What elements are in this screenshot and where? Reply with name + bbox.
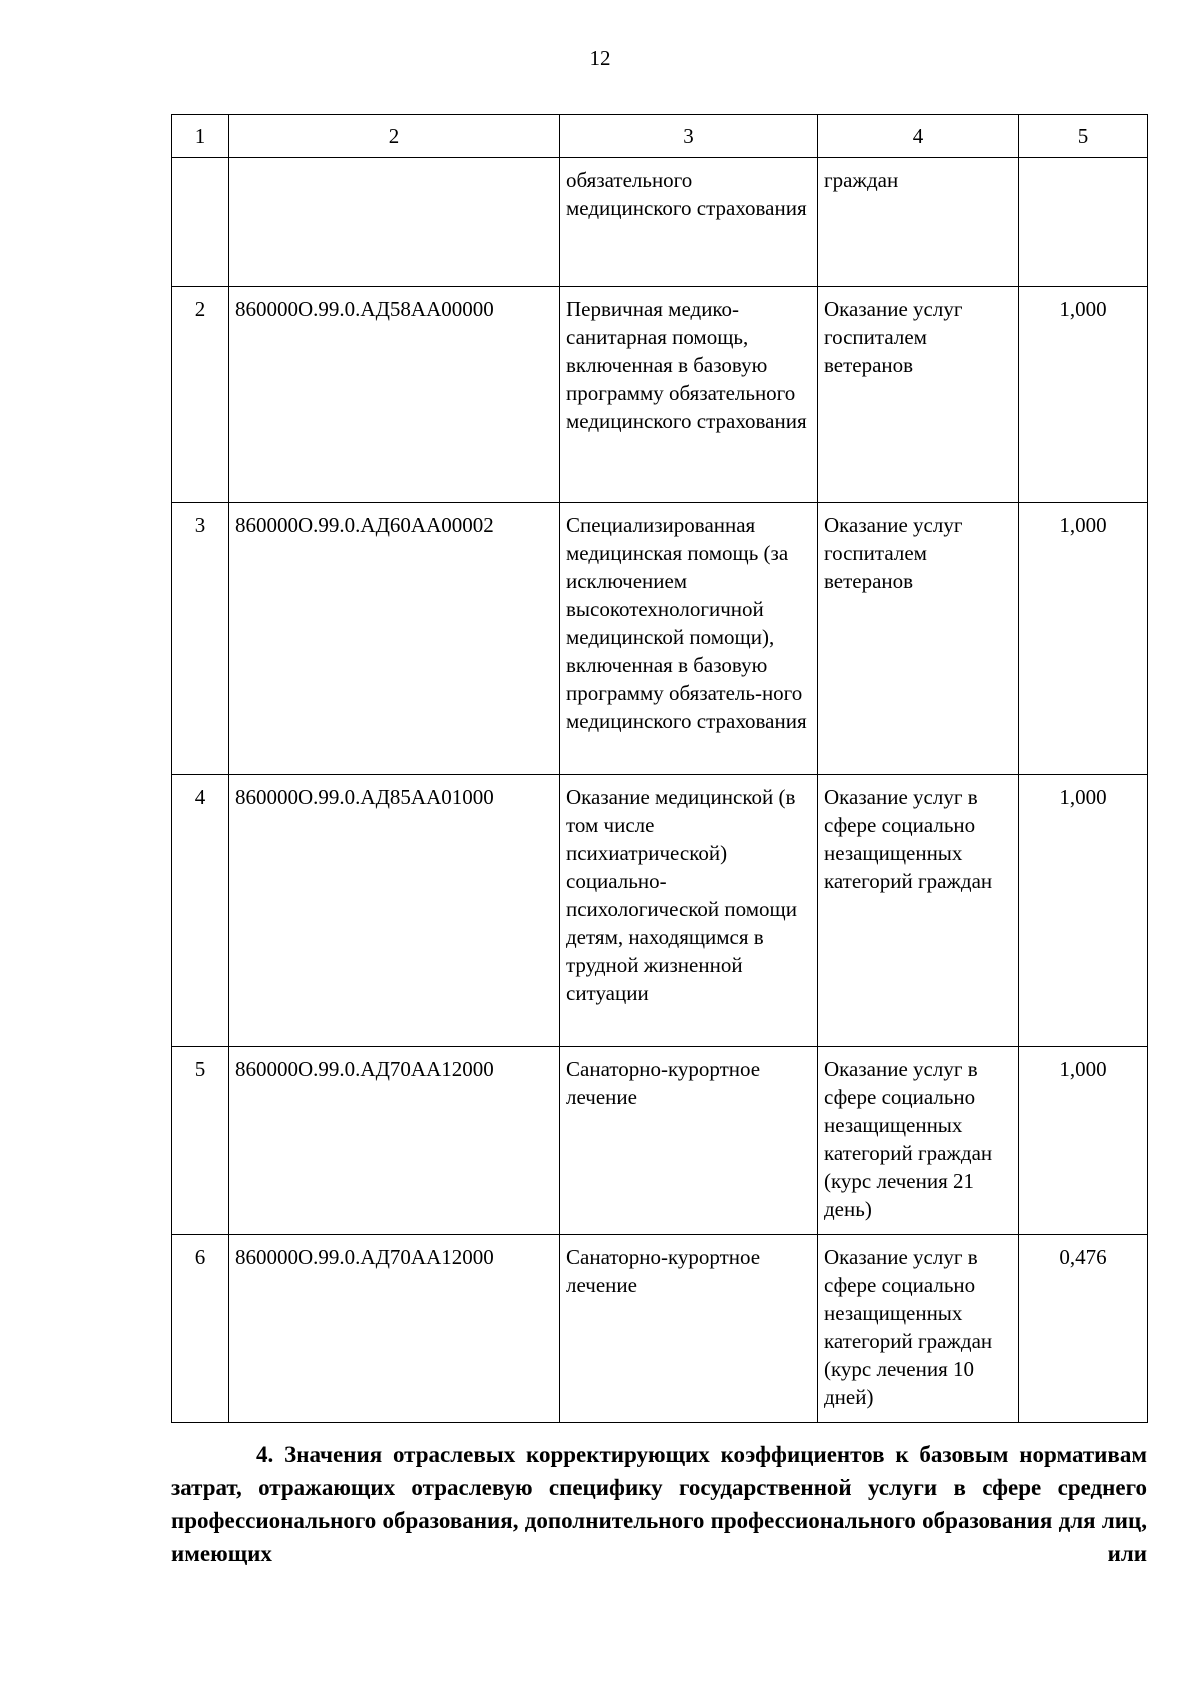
coefficient-value: 1,000 [1019,775,1148,1047]
section-4-heading: 4. Значения отраслевых корректирующих коэффициентов к базовым нормативам затрат, отражающих отраслевую специфику государственной услуги в сфере среднего профессионального образования, дополнительного профессионального образования для лиц, имеющих или [171,1442,1147,1566]
coefficient-value [1019,158,1148,287]
service-code [229,158,560,287]
table-row [172,775,1148,1047]
row-number: 2 [172,287,229,503]
table-row [172,158,1148,287]
service-code: 860000О.99.0.АД85АА01000 [229,775,560,1047]
service-name: Оказание медицинской (в том числе психиатрической) социально-психологической помощи детям, находящимся в трудной жизненной ситуации [560,775,818,1047]
column-header: 3 [560,115,818,158]
service-category: Оказание услуг в сфере социально незащищенных категорий граждан [818,775,1019,1047]
service-name: Специализированная медицинская помощь (за исключением высокотехнологичной медицинской помощи), включенная в базовую программу обязатель-ного медицинского страхования [560,503,818,775]
row-number: 4 [172,775,229,1047]
table-row [172,503,1148,775]
column-header: 4 [818,115,1019,158]
table-row [172,287,1148,503]
column-header: 2 [229,115,560,158]
column-header: 5 [1019,115,1148,158]
service-name: Первичная медико-санитарная помощь, включенная в базовую программу обязательного медицинского страхования [560,287,818,503]
coefficient-value: 1,000 [1019,1047,1148,1235]
service-code: 860000О.99.0.АД58АА00000 [229,287,560,503]
row-number: 3 [172,503,229,775]
service-name: обязательного медицинского страхования [560,158,818,287]
coefficient-value: 0,476 [1019,1235,1148,1423]
row-number: 5 [172,1047,229,1235]
service-code: 860000О.99.0.АД70АА12000 [229,1235,560,1423]
service-category: Оказание услуг госпиталем ветеранов [818,287,1019,503]
table-row [172,1047,1148,1235]
column-header: 1 [172,115,229,158]
service-code: 860000О.99.0.АД70АА12000 [229,1047,560,1235]
coefficient-value: 1,000 [1019,287,1148,503]
service-category: Оказание услуг в сфере социально незащищенных категорий граждан (курс лечения 21 день) [818,1047,1019,1235]
table-row [172,1235,1148,1423]
service-category: Оказание услуг в сфере социально незащищенных категорий граждан (курс лечения 10 дней) [818,1235,1019,1423]
service-code: 860000О.99.0.АД60АА00002 [229,503,560,775]
coefficients-table [171,114,1148,1423]
coefficient-value: 1,000 [1019,503,1148,775]
service-category: граждан [818,158,1019,287]
row-number [172,158,229,287]
service-name: Санаторно-курортное лечение [560,1235,818,1423]
page-number: 12 [589,46,611,70]
row-number: 6 [172,1235,229,1423]
service-category: Оказание услуг госпиталем ветеранов [818,503,1019,775]
service-name: Санаторно-курортное лечение [560,1047,818,1235]
table-header-row [172,115,1148,158]
